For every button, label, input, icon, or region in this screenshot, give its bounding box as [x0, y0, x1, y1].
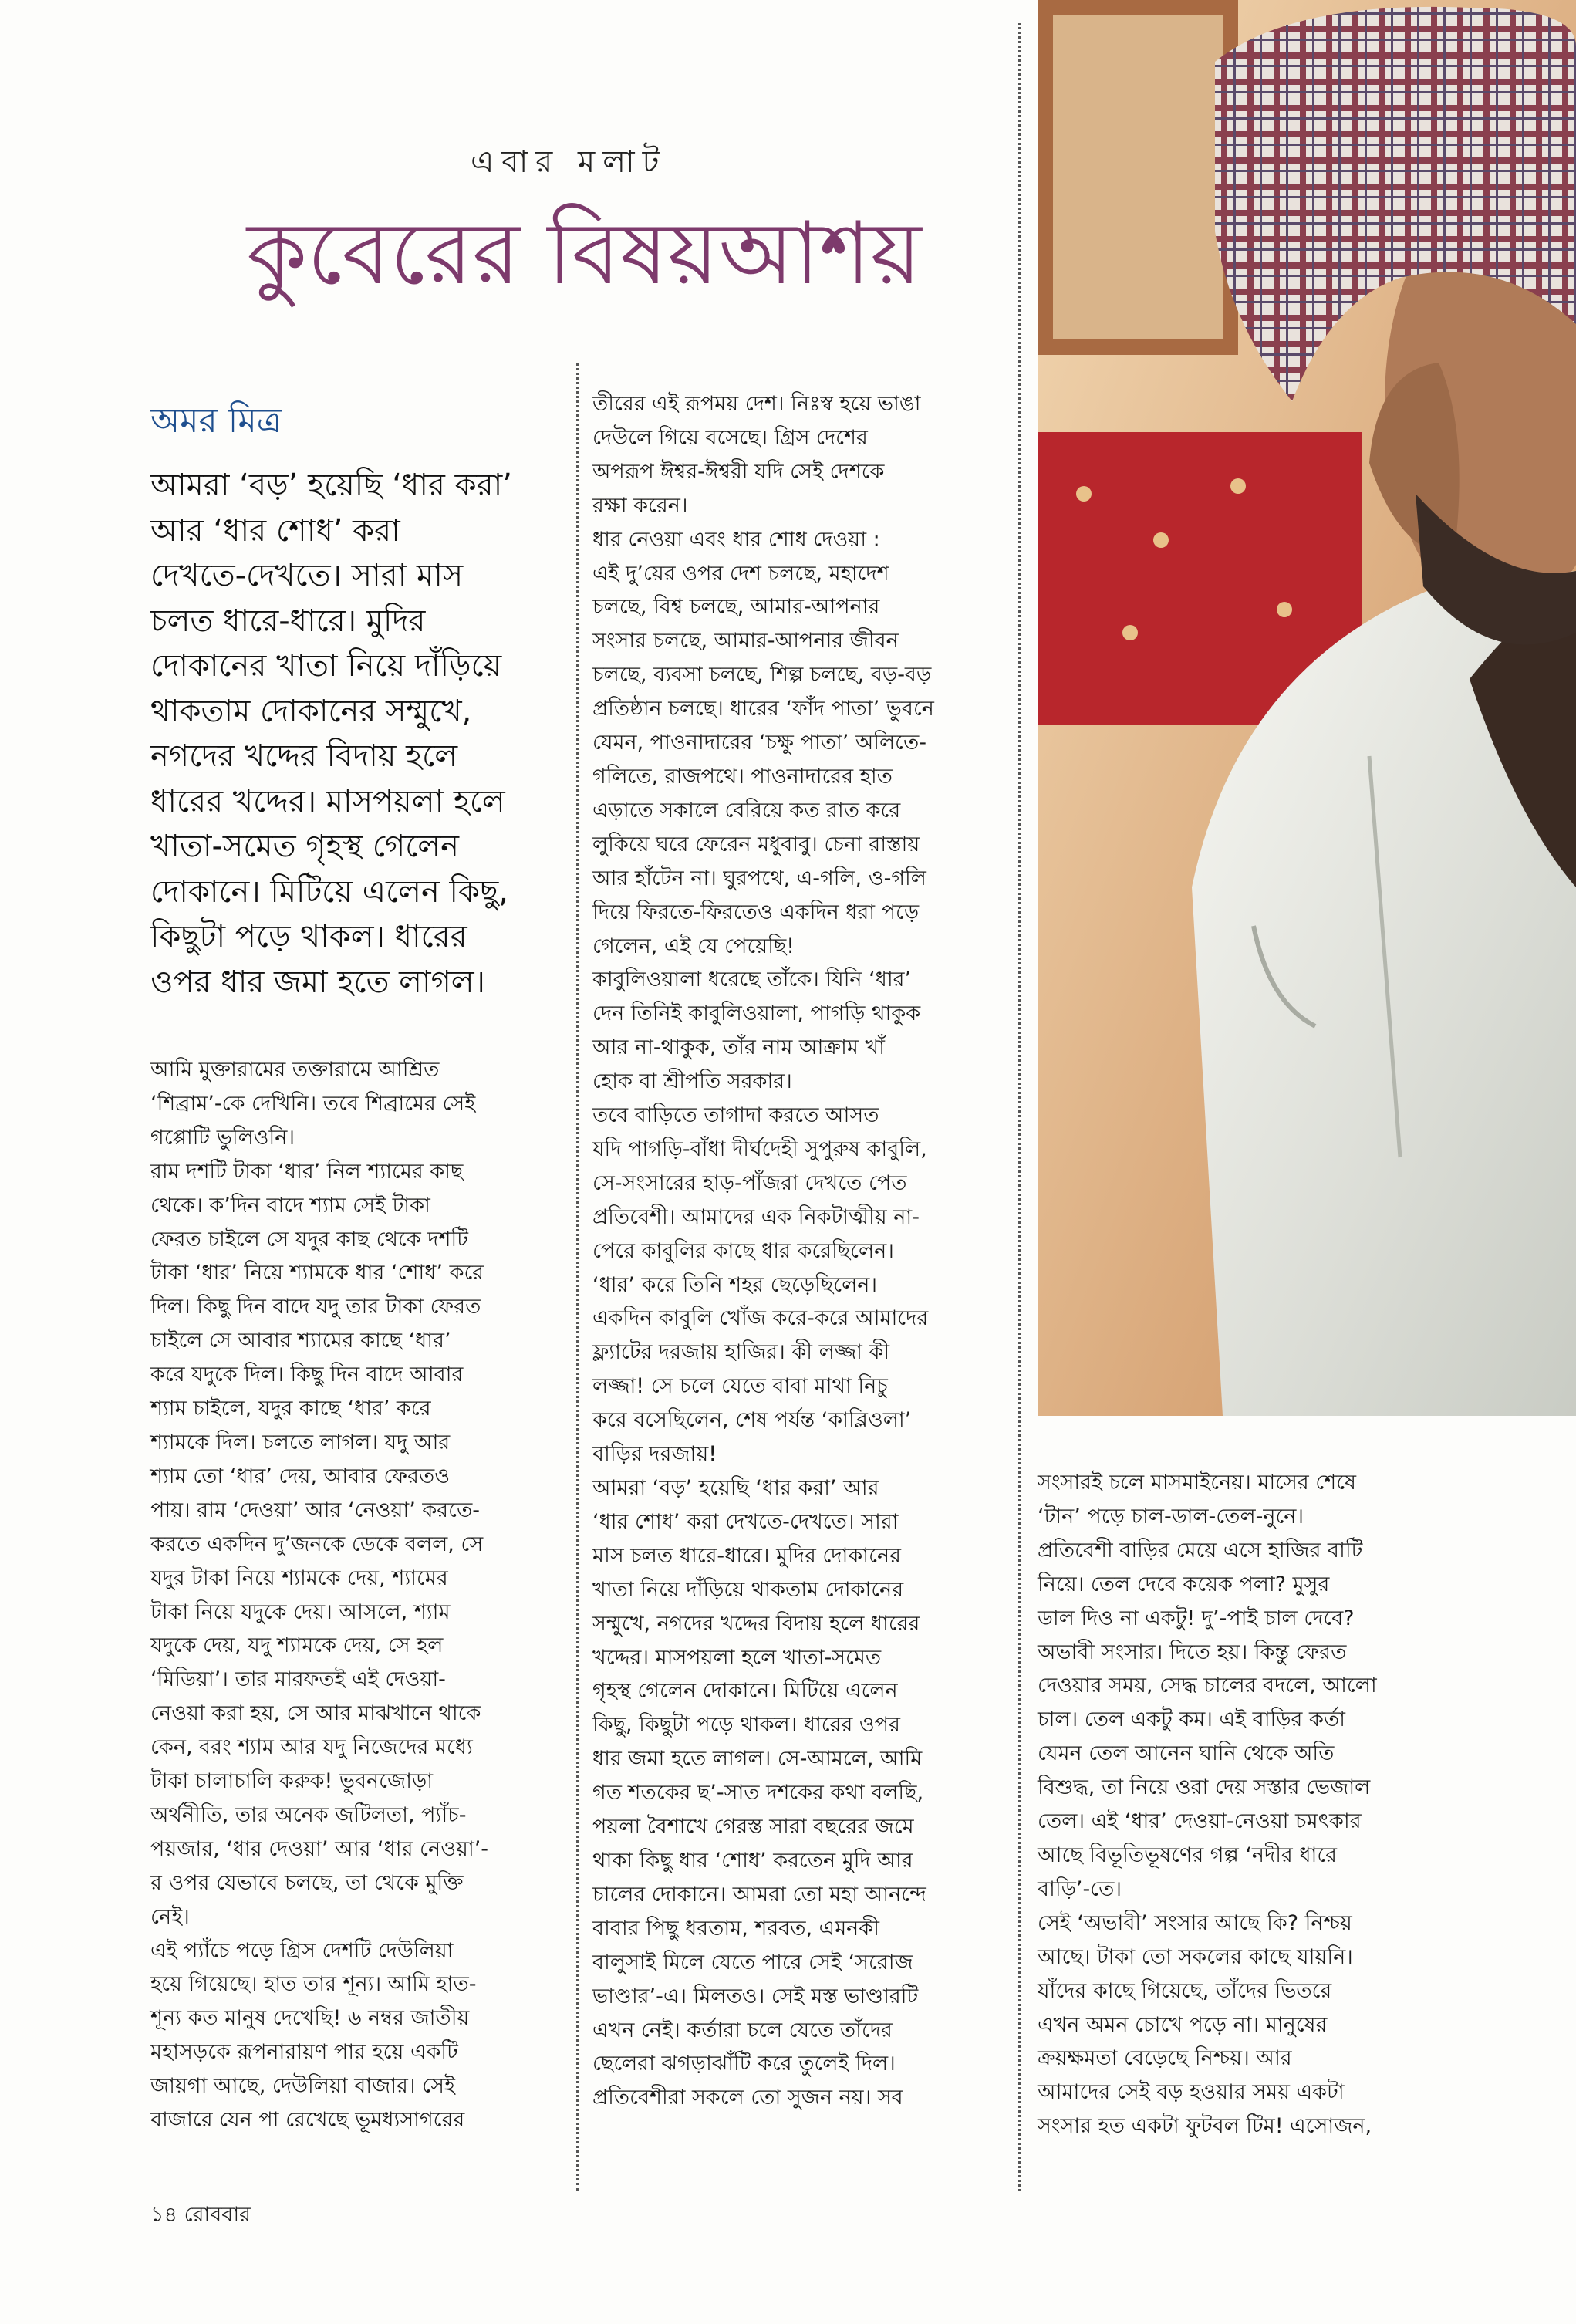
- body-column-1: আমি মুক্তারামের তক্তারামে আশ্রিত ‘শিব্রাম’-কে দেখিনি। তবে শিব্রামের সেই গপ্পোটি ভুলিওনি। রাম দশটি টাকা ‘ধার’ নিল শ্যামের কাছ থেকে। ক’দিন বাদে শ্যাম সেই টাকা ফেরত চাইলে সে যদুর কাছ থেকে দশটি টাকা ‘ধার’ নিয়ে শ্যামকে ধার ‘শোধ’ করে দিল। কিছু দিন বাদে যদু তার টাকা ফেরত চাইলে সে আবার শ্যামের কাছে ‘ধার’ করে যদুকে দিল। কিছু দিন বাদে আবার শ্যাম চাইলে, যদুর কাছে ‘ধার’ করে শ্যামকে দিল। চলতে লাগল। যদু আর শ্যাম তো ‘ধার’ দেয়, আবার ফেরতও পায়। রাম ‘দেওয়া’ আর ‘নেওয়া’ করতে- করতে একদিন দু’জনকে ডেকে বলল, সে যদুর টাকা নিয়ে শ্যামকে দেয়, শ্যামের টাকা নিয়ে যদুকে দেয়। আসলে, শ্যাম যদুকে দেয়, যদু শ্যামকে দেয়, সে হল ‘মিডিয়া’। তার মারফতই এই দেওয়া- নেওয়া করা হয়, সে আর মাঝখানে থাকে কেন, বরং শ্যাম আর যদু নিজেদের মধ্যে টাকা চালাচালি করুক! ভুবনজোড়া অর্থনীতি, তার অনেক জটিলতা, প্যাঁচ- পয়জার, ‘ধার দেওয়া’ আর ‘ধার নেওয়া’- র ওপর যেভাবে চলছে, তা থেকে মুক্তি নেই। এই প্যাঁচে পড়ে গ্রিস দেশটি দেউলিয়া হয়ে গিয়েছে। হাত তার শূন্য। আমি হাত- শূন্য কত মানুষ দেখেছি! ৬ নম্বর জাতীয় মহাসড়কে রূপনারায়ণ পার হয়ে একটি জায়গা আছে, দেউলিয়া বাজার। সেই বাজারে যেন পা রেখেছে ভূমধ্যসাগরের: [150, 1058, 489, 2133]
- section-kicker: এবার মলাট: [471, 144, 667, 180]
- lead-paragraph: আমরা ‘বড়’ হয়েছি ‘ধার করা’ আর ‘ধার শোধ’ করা দেখতে-দেখতে। সারা মাস চলত ধারে-ধারে। মুদির দোকানের খাতা নিয়ে দাঁড়িয়ে থাকতাম দোকানের সম্মুখে, নগদের খদ্দের বিদায় হলে ধারের খদ্দের। মাসপয়লা হলে খাতা-সমেত গৃহস্থ গেলেন দোকানে। মিটিয়ে এলেন কিছু, কিছুটা পড়ে থাকল। ধারের ওপর ধার জমা হতে লাগল।: [150, 468, 512, 1000]
- author-byline: অমর মিত্র: [150, 401, 282, 441]
- article-title: কুবেরের বিষয়আশয়: [247, 204, 922, 304]
- column-divider: [1018, 23, 1021, 2191]
- body-column-2: তীরের এই রূপময় দেশ। নিঃস্ব হয়ে ভাঙা দেউলে গিয়ে বসেছে। গ্রিস দেশের অপরূপ ঈশ্বর-ঈশ্বরী যদি সেই দেশকে রক্ষা করেন। ধার নেওয়া এবং ধার শোধ দেওয়া : এই দু’য়ের ওপর দেশ চলছে, মহাদেশ চলছে, বিশ্ব চলছে, আমার-আপনার সংসার চলছে, আমার-আপনার জীবন চলছে, ব্যবসা চলছে, শিল্প চলছে, বড়-বড় প্রতিষ্ঠান চলছে। ধারের ‘ফাঁদ পাতা’ ভুবনে যেমন, পাওনাদারের ‘চক্ষু পাতা’ অলিতে- গলিতে, রাজপথে। পাওনাদারের হাত এড়াতে সকালে বেরিয়ে কত রাত করে লুকিয়ে ঘরে ফেরেন মধুবাবু। চেনা রাস্তায় আর হাঁটেন না। ঘুরপথে, এ-গলি, ও-গলি দিয়ে ফিরতে-ফিরতেও একদিন ধরা পড়ে গেলেন, এই যে পেয়েছি! কাবুলিওয়ালা ধরেছে তাঁকে। যিনি ‘ধার’ দেন তিনিই কাবুলিওয়ালা, পাগড়ি থাকুক আর না-থাকুক, তাঁর নাম আক্রাম খাঁ হোক বা শ্রীপতি সরকার। তবে বাড়িতে তাগাদা করতে আসত যদি পাগড়ি-বাঁধা দীর্ঘদেহী সুপুরুষ কাবুলি, সে-সংসারের হাড়-পাঁজরা দেখতে পেত প্রতিবেশী। আমাদের এক নিকটাত্মীয় না- পেরে কাবুলির কাছে ধার করেছিলেন। ‘ধার’ করে তিনি শহর ছেড়েছিলেন। একদিন কাবুলি খোঁজ করে-করে আমাদের ফ্ল্যাটের দরজায় হাজির। কী লজ্জা কী লজ্জা! সে চলে যেতে বাবা মাথা নিচু করে বসেছিলেন, শেষ পর্যন্ত ‘কাব্লিওলা’ বাড়ির দরজায়! আমরা ‘বড়’ হয়েছি ‘ধার করা’ আর ‘ধার শোধ’ করা দেখতে-দেখতে। সারা মাস চলত ধারে-ধারে। মুদির দোকানের খাতা নিয়ে দাঁড়িয়ে থাকতাম দোকানের সম্মুখে, নগদের খদ্দের বিদায় হলে ধারের খদ্দের। মাসপয়লা হলে খাতা-সমেত গৃহস্থ গেলেন দোকানে। মিটিয়ে এলেন কিছু, কিছুটা পড়ে থাকল। ধারের ওপর ধার জমা হতে লাগল। সে-আমলে, আমি গত শতকের ছ’-সাত দশকের কথা বলছি, পয়লা বৈশাখে গেরস্ত সারা বছরের জমে থাকা কিছু ধার ‘শোধ’ করতেন মুদি আর চালের দোকানে। আমরা তো মহা আনন্দে বাবার পিছু ধরতাম, শরবত, এমনকী বালুসাই মিলে যেতে পারে সেই ‘সরোজ ভাণ্ডার’-এ। মিলতও। সেই মস্ত ভাণ্ডারটি এখন নেই। কর্তারা চলে যেতে তাঁদের ছেলেরা ঝগড়াঝাঁটি করে তুলেই দিল। প্রতিবেশীরা সকলে তো সুজন নয়। সব: [592, 392, 934, 2110]
- body-column-3: সংসারই চলে মাসমাইনেয়। মাসের শেষে ‘টান’ পড়ে চাল-ডাল-তেল-নুনে। প্রতিবেশী বাড়ির মেয়ে এসে হাজির বাটি নিয়ে। তেল দেবে কয়েক পলা? মুসুর ডাল দিও না একটু! দু’-পাই চাল দেবে? অভাবী সংসার। দিতে হয়। কিন্তু ফেরত দেওয়ার সময়, সেদ্ধ চালের বদলে, আলো চাল। তেল একটু কম। এই বাড়ির কর্তা যেমন তেল আনেন ঘানি থেকে অতি বিশুদ্ধ, তা নিয়ে ওরা দেয় সস্তার ভেজাল তেল। এই ‘ধার’ দেওয়া-নেওয়া চমৎকার আছে বিভূতিভূষণের গল্প ‘নদীর ধারে বাড়ি’-তে। সেই ‘অভাবী’ সংসার আছে কি? নিশ্চয় আছে। টাকা তো সকলের কাছে যায়নি। যাঁদের কাছে গিয়েছে, তাঁদের ভিতরে এখন অমন চোখে পড়ে না। মানুষের ক্রয়ক্ষমতা বেড়েছে নিশ্চয়। আর আমাদের সেই বড় হওয়ার সময় একটা সংসার হত একটা ফুটবল টিম! এসোজন,: [1038, 1471, 1377, 2139]
- cover-photo: [1038, 0, 1576, 1416]
- page-footer: ১৪ রোববার: [150, 2203, 251, 2227]
- column-divider: [576, 363, 579, 2191]
